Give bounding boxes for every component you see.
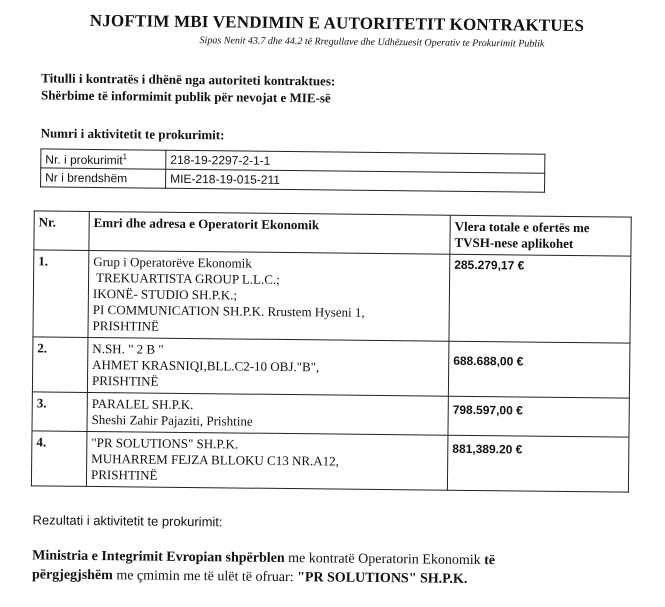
column-header-value: Vlera totale e ofertës me TVSH-nese aplikohet — [450, 215, 631, 256]
operator-name-address — [86, 431, 448, 490]
contract-title-label: Titulli i kontratës i dhënë nga autoriteti kontraktues: — [41, 70, 336, 89]
operator-name-address — [87, 392, 448, 435]
row-number: 3. — [32, 392, 87, 432]
table-row — [32, 392, 629, 437]
operator-line: Sheshi Zahir Pajaziti, Prishtine — [91, 411, 253, 429]
offer-value: 881,389.20 € — [447, 435, 629, 492]
operator-line: Grup i Operatorëve Ekonomik — [93, 253, 252, 271]
authority-name: Ministria e Integrimit Evropian shpërblen — [32, 548, 285, 567]
operator-name-address — [88, 250, 450, 341]
result-text-part: me kontratë Operatorin Ekonomik — [284, 551, 485, 569]
operators-table — [31, 210, 632, 492]
operator-line: PARALEL SH.P.K. — [91, 395, 194, 413]
procurement-number-key: Nr. i prokurimit$^1$ — [41, 149, 166, 169]
internal-number-value: MIE-218-19-015-211 — [166, 169, 545, 192]
operator-line: N.SH. " 2 B " — [92, 340, 164, 357]
operator-line: "PR SOLUTIONS" SH.P.K. — [91, 434, 239, 452]
procurement-number-value: 218-19-2297-2-1-1 — [166, 150, 545, 173]
activity-number-table — [40, 148, 545, 192]
result-text-bold: të — [484, 553, 496, 569]
activity-number-label: Numri i aktivitetit te prokurimit: — [40, 125, 225, 143]
column-header-nr: Nr. — [34, 211, 89, 251]
table-row — [33, 250, 631, 343]
offer-value: 285.279,17 € — [449, 254, 631, 343]
operator-line: PRISHTINË — [91, 372, 159, 389]
result-label: Rezultati i aktivitetit te prokurimit: — [32, 512, 223, 530]
operator-line: IKONË- STUDIO SH.P.K.; — [92, 285, 238, 303]
operator-line: AHMET KRASNIQI,BLL.C2-10 OBJ."B", — [92, 356, 320, 375]
offer-value: 798.597,00 € — [448, 396, 629, 437]
document-subtitle: Sipas Nenit 43.7 dhe 44.2 të Rregullave dhe Udhëzuesit Operativ te Prokurimit Publik — [199, 35, 545, 50]
internal-number-key: Nr i brendshëm — [41, 168, 166, 188]
table-row — [41, 168, 545, 192]
operator-line: MUHARREM FEJZA BLLOKU C13 NR.A12, — [91, 450, 340, 469]
winner-name: "PR SOLUTIONS" SH.P.K. — [297, 570, 468, 587]
column-header-name: Emri dhe adresa e Operatorit Ekonomik — [89, 211, 450, 254]
document-title: NJOFTIM MBI VENDIMIN E AUTORITETIT KONTRAKTUES — [89, 10, 585, 36]
table-header-row — [34, 211, 631, 256]
contract-title-value: Shërbime të informimit publik për nevojat e MIE-së — [40, 87, 331, 106]
result-text-part: me çmimin me të ulët të ofruar: — [112, 568, 298, 586]
operator-line: PRISHTINË — [90, 466, 158, 483]
operator-line: PI COMMUNICATION SH.P.K. Rrustem Hyseni 1, — [92, 301, 365, 320]
result-statement — [32, 546, 592, 590]
offer-value: 688.688,00 € — [448, 341, 630, 398]
result-text-bold: përgjegjshëm — [31, 567, 113, 584]
row-number: 1. — [33, 250, 89, 338]
row-number: 2. — [32, 337, 88, 393]
operator-line: TREKUARTISTA GROUP L.L.C.; — [93, 269, 280, 287]
table-row — [31, 431, 629, 492]
row-number: 4. — [31, 431, 87, 487]
table-row — [32, 337, 630, 398]
operator-name-address — [87, 337, 449, 396]
operator-line: PRISHTINË — [92, 317, 160, 334]
